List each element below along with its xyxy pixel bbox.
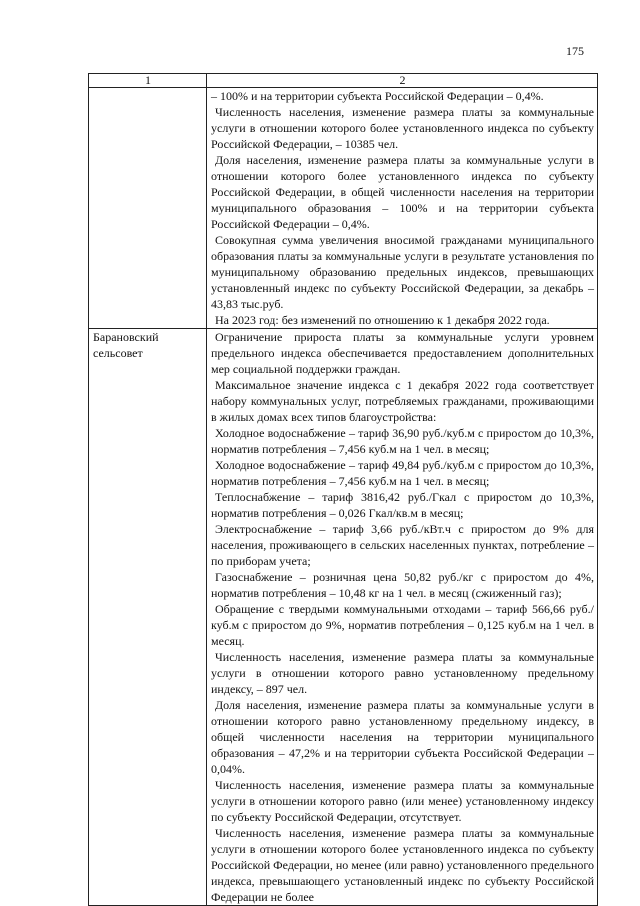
table-row (89, 88, 598, 329)
paragraph: Ограничение прироста платы за коммунальные услуги уровнем предельного индекса обеспечивается предоставлением дополнительных мер социальной поддержки граждан. (211, 330, 594, 376)
municipality-name: Барановский сельсовет (89, 329, 207, 906)
paragraph: Численность населения, изменение размера платы за коммунальные услуги в отношении которого более установленного индекса по субъекту Российской Федерации, но менее (или равно) установленного предельного индекса, превышающего установленный индекс по субъекту Российской Федерации не более (211, 826, 594, 904)
paragraph: Холодное водоснабжение – тариф 49,84 руб./куб.м с приростом до 10,3%, норматив потребления – 7,456 куб.м на 1 чел. в месяц; (211, 458, 594, 488)
paragraph: Максимальное значение индекса с 1 декабря 2022 года соответствует набору коммунальных услуг, потребляемых гражданами, проживающими в жилых домах всех типов благоустройства: (211, 378, 594, 424)
paragraph: Теплоснабжение – тариф 3816,42 руб./Гкал с приростом до 10,3%, норматив потребления – 0,026 Гкал/кв.м в месяц; (211, 490, 594, 520)
paragraph: Численность населения, изменение размера платы за коммунальные услуги в отношении которого равно (или менее) установленному индексу по субъекту Российской Федерации, отсутствует. (211, 778, 594, 824)
header-col-1: 1 (89, 74, 207, 88)
header-row (89, 74, 598, 88)
paragraph: – 100% и на территории субъекта Российской Федерации – 0,4%. (211, 89, 544, 103)
paragraph: Обращение с твердыми коммунальными отходами – тариф 566,66 руб./куб.м с приростом до 9%, норматив потребления – 0,125 куб.м на 1 чел. в месяц. (211, 602, 594, 648)
tariff-table (88, 73, 598, 906)
municipality-name (89, 88, 207, 329)
description-cell (207, 329, 598, 906)
page-number: 175 (566, 44, 584, 58)
table-row (89, 329, 598, 906)
paragraph: Доля населения, изменение размера платы за коммунальные услуги в отношении которого более установленного индекса по субъекту Российской Федерации, в общей численности населения на территории муниципального образования – 100% и на территории субъекта Российской Федерации – 0,4%. (211, 153, 594, 231)
description-cell (207, 88, 598, 329)
paragraph: Электроснабжение – тариф 3,66 руб./кВт.ч с приростом до 9% для населения, проживающего в сельских населенных пунктах, потребление – по приборам учета; (211, 522, 594, 568)
paragraph: Численность населения, изменение размера платы за коммунальные услуги в отношении которого более установленного индекса по субъекту Российской Федерации, – 10385 чел. (211, 105, 594, 151)
paragraph: На 2023 год: без изменений по отношению к 1 декабря 2022 года. (215, 313, 550, 327)
paragraph: Доля населения, изменение размера платы за коммунальные услуги в отношении которого равно установленному предельному индексу, в общей численности населения на территории муниципального образования – 47,2% и на территории субъекта Российской Федерации – 0,04%. (211, 698, 594, 776)
paragraph: Газоснабжение – розничная цена 50,82 руб./кг с приростом до 4%, норматив потребления – 10,48 кг на 1 чел. в месяц (сжиженный газ); (211, 570, 594, 600)
paragraph: Численность населения, изменение размера платы за коммунальные услуги в отношении которого равно установленному предельному индексу, – 897 чел. (211, 650, 594, 696)
paragraph: Совокупная сумма увеличения вносимой гражданами муниципального образования платы за коммунальные услуги в результате установления по муниципальному образованию предельных индексов, превышающих установленный индекс по субъекту Российской Федерации, за декабрь – 43,83 тыс.руб. (211, 233, 594, 311)
paragraph: Холодное водоснабжение – тариф 36,90 руб./куб.м с приростом до 10,3%, норматив потребления – 7,456 куб.м на 1 чел. в месяц; (211, 426, 594, 456)
header-col-2: 2 (207, 74, 598, 88)
